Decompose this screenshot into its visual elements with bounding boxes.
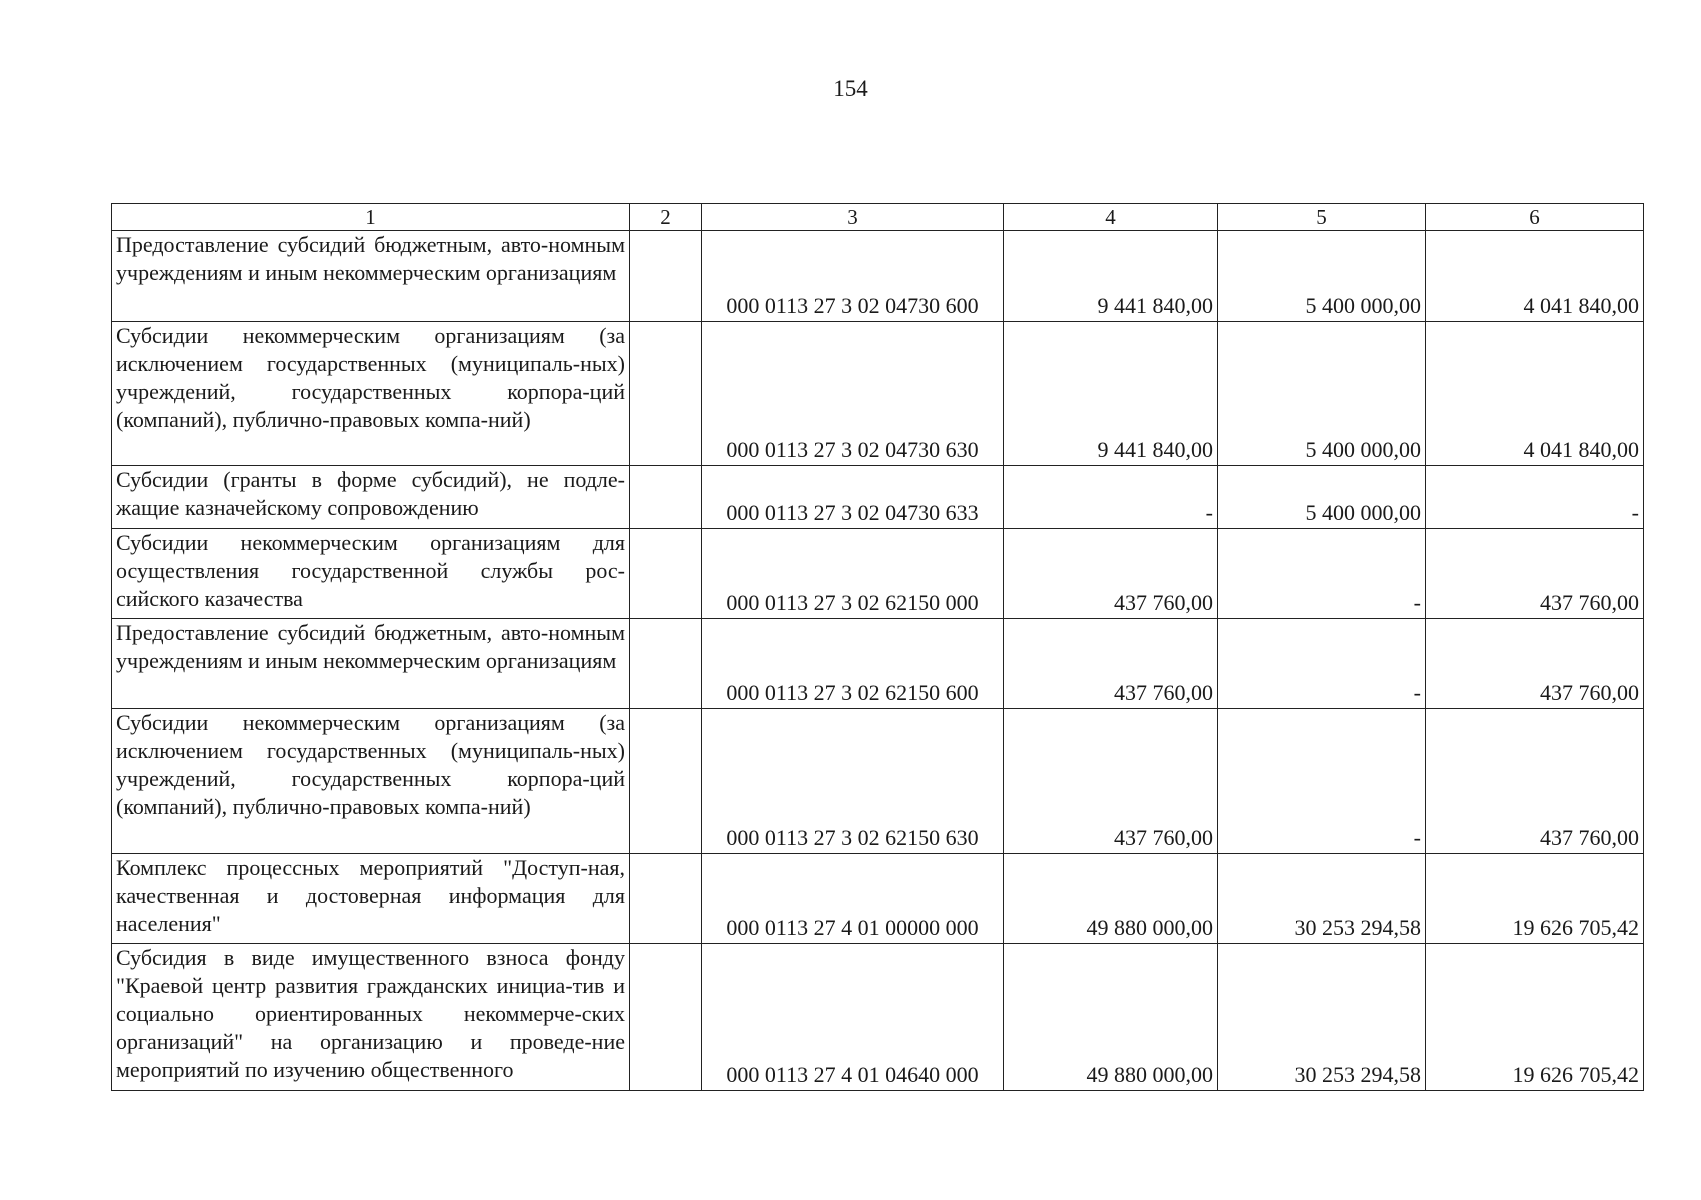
page-number: 154 (833, 76, 868, 101)
row-value-5: 30 253 294,58 (1218, 854, 1426, 944)
col-header-5: 5 (1218, 204, 1426, 231)
row-col2 (630, 709, 702, 854)
row-value-4: 9 441 840,00 (1004, 231, 1218, 322)
row-value-6: 437 760,00 (1426, 529, 1644, 619)
row-name: Субсидии некоммерческим организациям (за исключением государственных (муниципаль-ных) учреждений, государственных корпора-ций (компаний), публично-правовых компа-ний) (112, 322, 630, 466)
row-value-5: - (1218, 709, 1426, 854)
row-value-5: 30 253 294,58 (1218, 944, 1426, 1091)
row-name: Предоставление субсидий бюджетным, авто-номным учреждениям и иным некоммерческим организациям (112, 619, 630, 709)
table-row (112, 231, 1644, 322)
col-header-6: 6 (1426, 204, 1644, 231)
row-value-4: 9 441 840,00 (1004, 322, 1218, 466)
table-row (112, 466, 1644, 529)
row-value-4: 49 880 000,00 (1004, 944, 1218, 1091)
row-code: 000 0113 27 4 01 00000 000 (702, 854, 1004, 944)
col-header-4: 4 (1004, 204, 1218, 231)
row-value-5: 5 400 000,00 (1218, 231, 1426, 322)
row-value-5: 5 400 000,00 (1218, 466, 1426, 529)
row-code: 000 0113 27 4 01 04640 000 (702, 944, 1004, 1091)
row-value-5: 5 400 000,00 (1218, 322, 1426, 466)
table-row (112, 619, 1644, 709)
row-value-6: - (1426, 466, 1644, 529)
row-value-4: 437 760,00 (1004, 529, 1218, 619)
row-value-5: - (1218, 529, 1426, 619)
row-name: Предоставление субсидий бюджетным, авто-номным учреждениям и иным некоммерческим организациям (112, 231, 630, 322)
row-col2 (630, 944, 702, 1091)
table-row (112, 322, 1644, 466)
row-value-4: 437 760,00 (1004, 619, 1218, 709)
col-header-1: 1 (112, 204, 630, 231)
row-code: 000 0113 27 3 02 62150 600 (702, 619, 1004, 709)
row-value-6: 437 760,00 (1426, 709, 1644, 854)
row-col2 (630, 231, 702, 322)
row-col2 (630, 619, 702, 709)
row-code: 000 0113 27 3 02 04730 600 (702, 231, 1004, 322)
row-name: Субсидии некоммерческим организациям (за исключением государственных (муниципаль-ных) учреждений, государственных корпора-ций (компаний), публично-правовых компа-ний) (112, 709, 630, 854)
row-value-4: - (1004, 466, 1218, 529)
table-row (112, 854, 1644, 944)
table-row (112, 709, 1644, 854)
table-row (112, 944, 1644, 1091)
row-code: 000 0113 27 3 02 04730 633 (702, 466, 1004, 529)
row-name: Субсидия в виде имущественного взноса фонду "Краевой центр развития гражданских инициа-тив и социально ориентированных некоммерче-ских организаций" на организацию и проведе-ние мероприятий по изучению общественного (112, 944, 630, 1091)
row-code: 000 0113 27 3 02 62150 630 (702, 709, 1004, 854)
row-value-6: 4 041 840,00 (1426, 231, 1644, 322)
row-col2 (630, 529, 702, 619)
row-col2 (630, 322, 702, 466)
budget-table (111, 203, 1644, 1091)
row-col2 (630, 466, 702, 529)
row-value-4: 437 760,00 (1004, 709, 1218, 854)
row-code: 000 0113 27 3 02 04730 630 (702, 322, 1004, 466)
row-name: Комплекс процессных мероприятий "Доступ-ная, качественная и достоверная информация для населения" (112, 854, 630, 944)
row-name: Субсидии некоммерческим организациям для осуществления государственной службы рос-сийского казачества (112, 529, 630, 619)
table-row (112, 529, 1644, 619)
row-value-6: 437 760,00 (1426, 619, 1644, 709)
row-name: Субсидии (гранты в форме субсидий), не подле-жащие казначейскому сопровождению (112, 466, 630, 529)
table-header-row (112, 204, 1644, 231)
row-value-6: 19 626 705,42 (1426, 944, 1644, 1091)
row-code: 000 0113 27 3 02 62150 000 (702, 529, 1004, 619)
row-value-6: 19 626 705,42 (1426, 854, 1644, 944)
col-header-3: 3 (702, 204, 1004, 231)
row-value-4: 49 880 000,00 (1004, 854, 1218, 944)
row-value-5: - (1218, 619, 1426, 709)
row-value-6: 4 041 840,00 (1426, 322, 1644, 466)
col-header-2: 2 (630, 204, 702, 231)
row-col2 (630, 854, 702, 944)
